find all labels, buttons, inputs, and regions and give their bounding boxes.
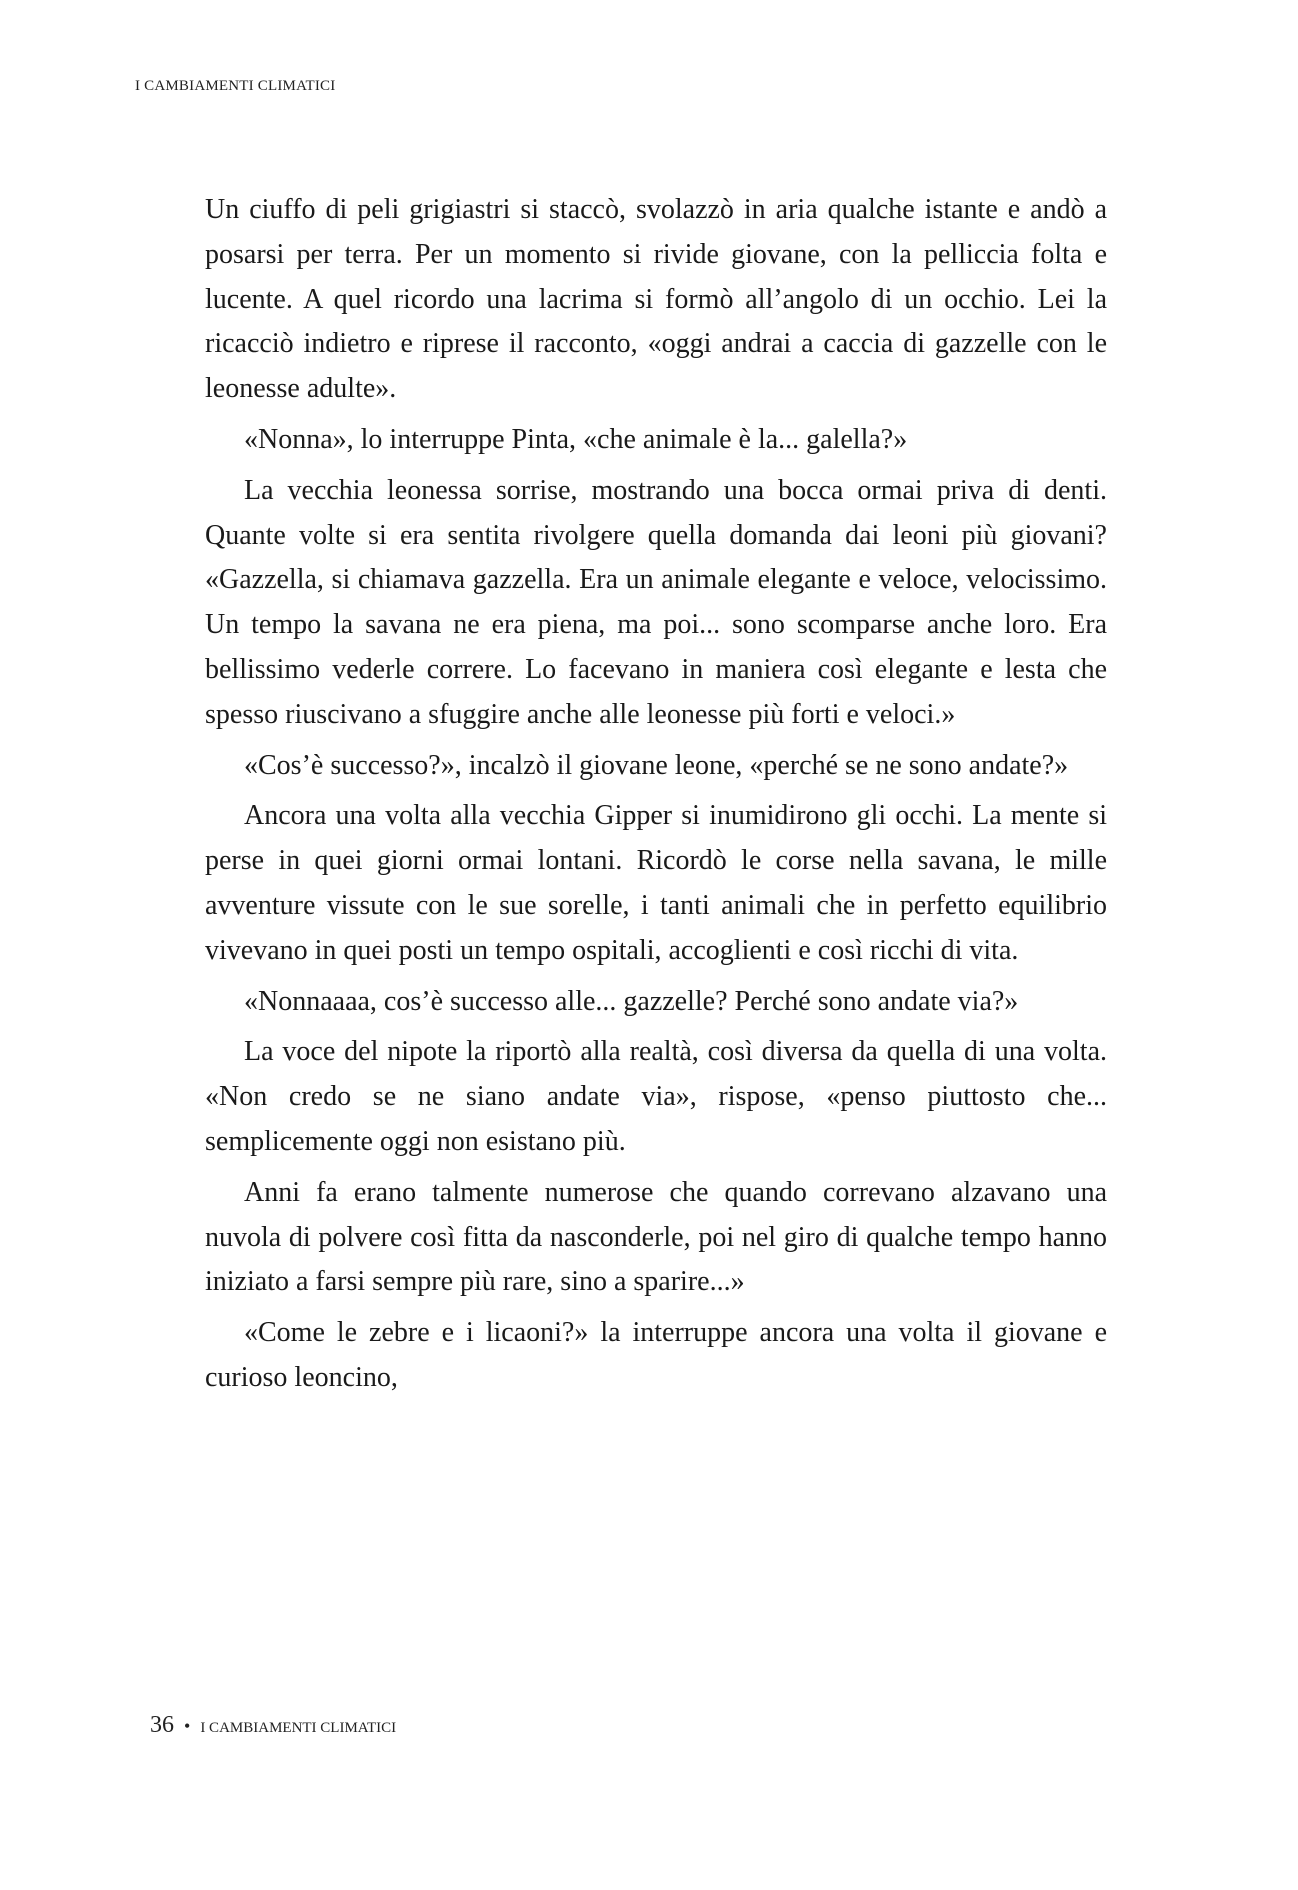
paragraph: Un ciuffo di peli grigiastri si staccò, svolazzò in aria qualche istante e andò a posarsi per terra. Per un momento si rivide giovane, con la pelliccia folta e lucente. A quel ricordo una lacrima si formò all’angolo di un occhio. Lei la ricacciò indietro e riprese il racconto, «oggi andrai a caccia di gazzelle con le leonesse adulte». (205, 194, 1107, 405)
page-number: 36 (150, 1712, 174, 1738)
paragraph: Ancora una volta alla vecchia Gipper si inumidirono gli occhi. La mente si perse in quei giorni ormai lontani. Ricordò le corse nella savana, le mille avventure vissute con le sue sorelle, i tanti animali che in perfetto equilibrio vivevano in quei posti un tempo ospitali, accoglienti e così ricchi di vita. (205, 800, 1107, 966)
paragraph: Anni fa erano talmente numerose che quando correvano alzavano una nuvola di polvere così fitta da nasconderle, poi nel giro di qualche tempo hanno iniziato a farsi sempre più rare, sino a sparire...» (205, 1176, 1107, 1298)
paragraph: La voce del nipote la riportò alla realtà, così diversa da quella di una volta. «Non credo se ne siano andate via», rispose, «penso piuttosto che... semplicemente oggi non esistano più. (205, 1036, 1107, 1157)
footer-separator: • (184, 1716, 191, 1736)
paragraph: «Nonnaaaa, cos’è successo alle... gazzelle? Perché sono andate via?» (244, 985, 1019, 1017)
footer-running-title: I CAMBIAMENTI CLIMATICI (200, 1720, 397, 1736)
paragraph: «Nonna», lo interruppe Pinta, «che animale è la... galella?» (244, 423, 908, 455)
paragraph: «Come le zebre e i licaoni?» la interruppe ancora una volta il giovane e curioso leoncino, (205, 1317, 1107, 1393)
page-footer (150, 1712, 396, 1739)
paragraph: La vecchia leonessa sorrise, mostrando una bocca ormai priva di denti. Quante volte si era sentita rivolgere quella domanda dai leoni più giovani? «Gazzella, si chiamava gazzella. Era un animale elegante e veloce, velocissimo. Un tempo la savana ne era piena, ma poi... sono scomparse anche loro. Era bellissimo vederle correre. Lo facevano in maniera così elegante e lesta che spesso riuscivano a sfuggire anche alle leonesse più forti e veloci.» (205, 474, 1107, 730)
paragraph: «Cos’è successo?», incalzò il giovane leone, «perché se ne sono andate?» (244, 749, 1069, 781)
body-text (205, 188, 1107, 1407)
running-header: I CAMBIAMENTI CLIMATICI (135, 78, 336, 94)
